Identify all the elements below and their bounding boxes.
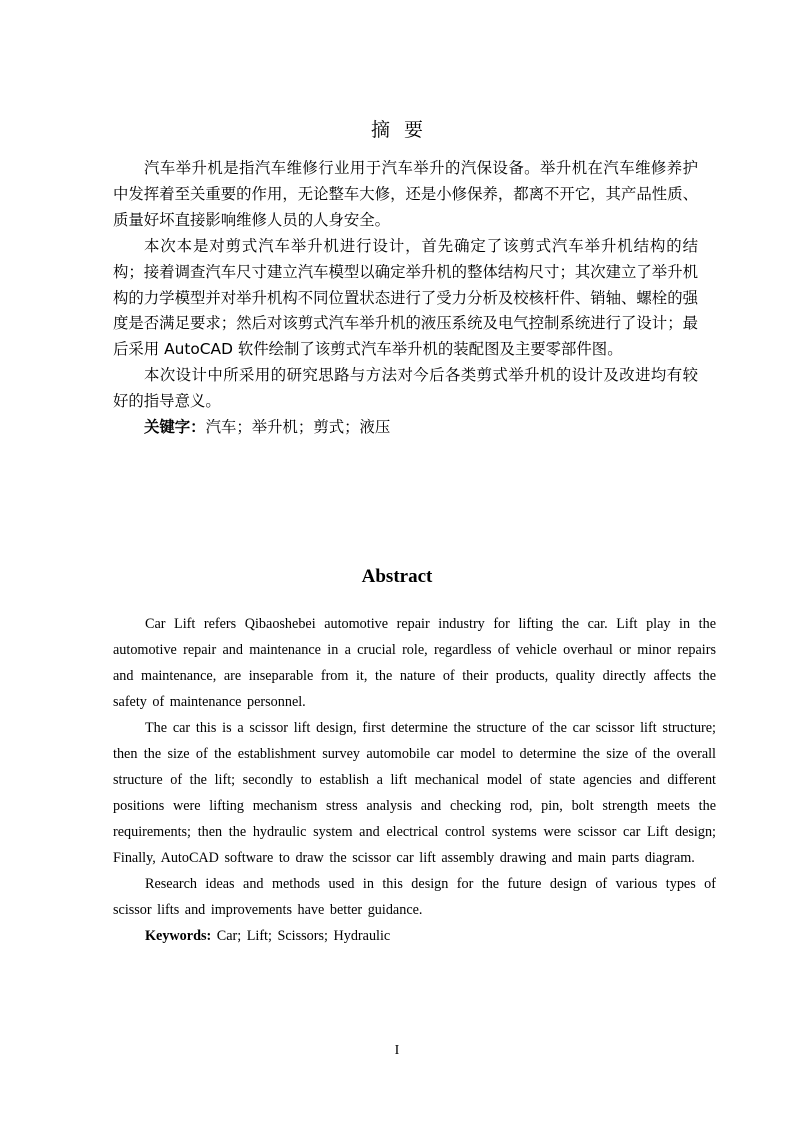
page-number: I (394, 1043, 400, 1058)
chinese-abstract-body (113, 156, 698, 441)
english-abstract-title: Abstract (361, 566, 433, 587)
chinese-keywords-value: 汽车；举升机；剪式；液压 (205, 418, 391, 437)
chinese-paragraph-2: 本次本是对剪式汽车举升机进行设计，首先确定了该剪式汽车举升机结构的结构；接着调查汽车尺寸建立汽车模型以确定举升机的整体结构尺寸；其次建立了举升机构的力学模型并对举升机构不同位置状态进行了受力分析及校核杆件、销轴、螺栓的强度是否满足要求；然后对该剪式汽车举升机的液压系统及电气控制系统进行了设计；最后采用 AutoCAD 软件绘制了该剪式汽车举升机的装配图及主要零部件图。 (113, 236, 698, 359)
english-keywords-value: Car; Lift; Scissors; Hydraulic (216, 928, 391, 944)
chinese-paragraph-3: 本次设计中所采用的研究思路与方法对今后各类剪式举升机的设计及改进均有较好的指导意义。 (113, 366, 698, 411)
chinese-paragraph-1: 汽车举升机是指汽车维修行业用于汽车举升的汽保设备。举升机在汽车维修养护中发挥着至关重要的作用，无论整车大修，还是小修保养，都离不开它，其产品性质、质量好坏直接影响维修人员的人身安全。 (113, 159, 698, 229)
english-paragraph-3: Research ideas and methods used in this design for the future design of various types of scissor lifts and improvements have better guidance. (113, 876, 716, 918)
chinese-keywords-label: 关键字： (144, 418, 206, 437)
english-paragraph-1: Car Lift refers Qibaoshebei automotive repair industry for lifting the car. Lift play in the automotive repair and maintenance in a crucial role, regardless of vehicle overhaul or minor repairs and maintenance, are inseparable from it, the nature of their products, quality directly affects the safety of maintenance personnel. (113, 616, 716, 710)
english-keywords (113, 923, 716, 949)
english-paragraph-2: The car this is a scissor lift design, first determine the structure of the car scissor lift structure; then the size of the establishment survey automobile car model to determine the size of the overall structure of the lift; secondly to establish a lift mechanical model of state agencies and different positions were lifting mechanism stress analysis and checking rod, pin, bolt strength meets the requirements; then the hydraulic system and electrical control systems were scissor car Lift design; Finally, AutoCAD software to draw the scissor car lift assembly drawing and main parts diagram. (113, 720, 716, 866)
english-keywords-label: Keywords: (145, 928, 212, 944)
chinese-keywords (113, 415, 698, 441)
chinese-abstract-title: 摘要 (370, 119, 437, 141)
english-abstract-body (113, 611, 716, 949)
